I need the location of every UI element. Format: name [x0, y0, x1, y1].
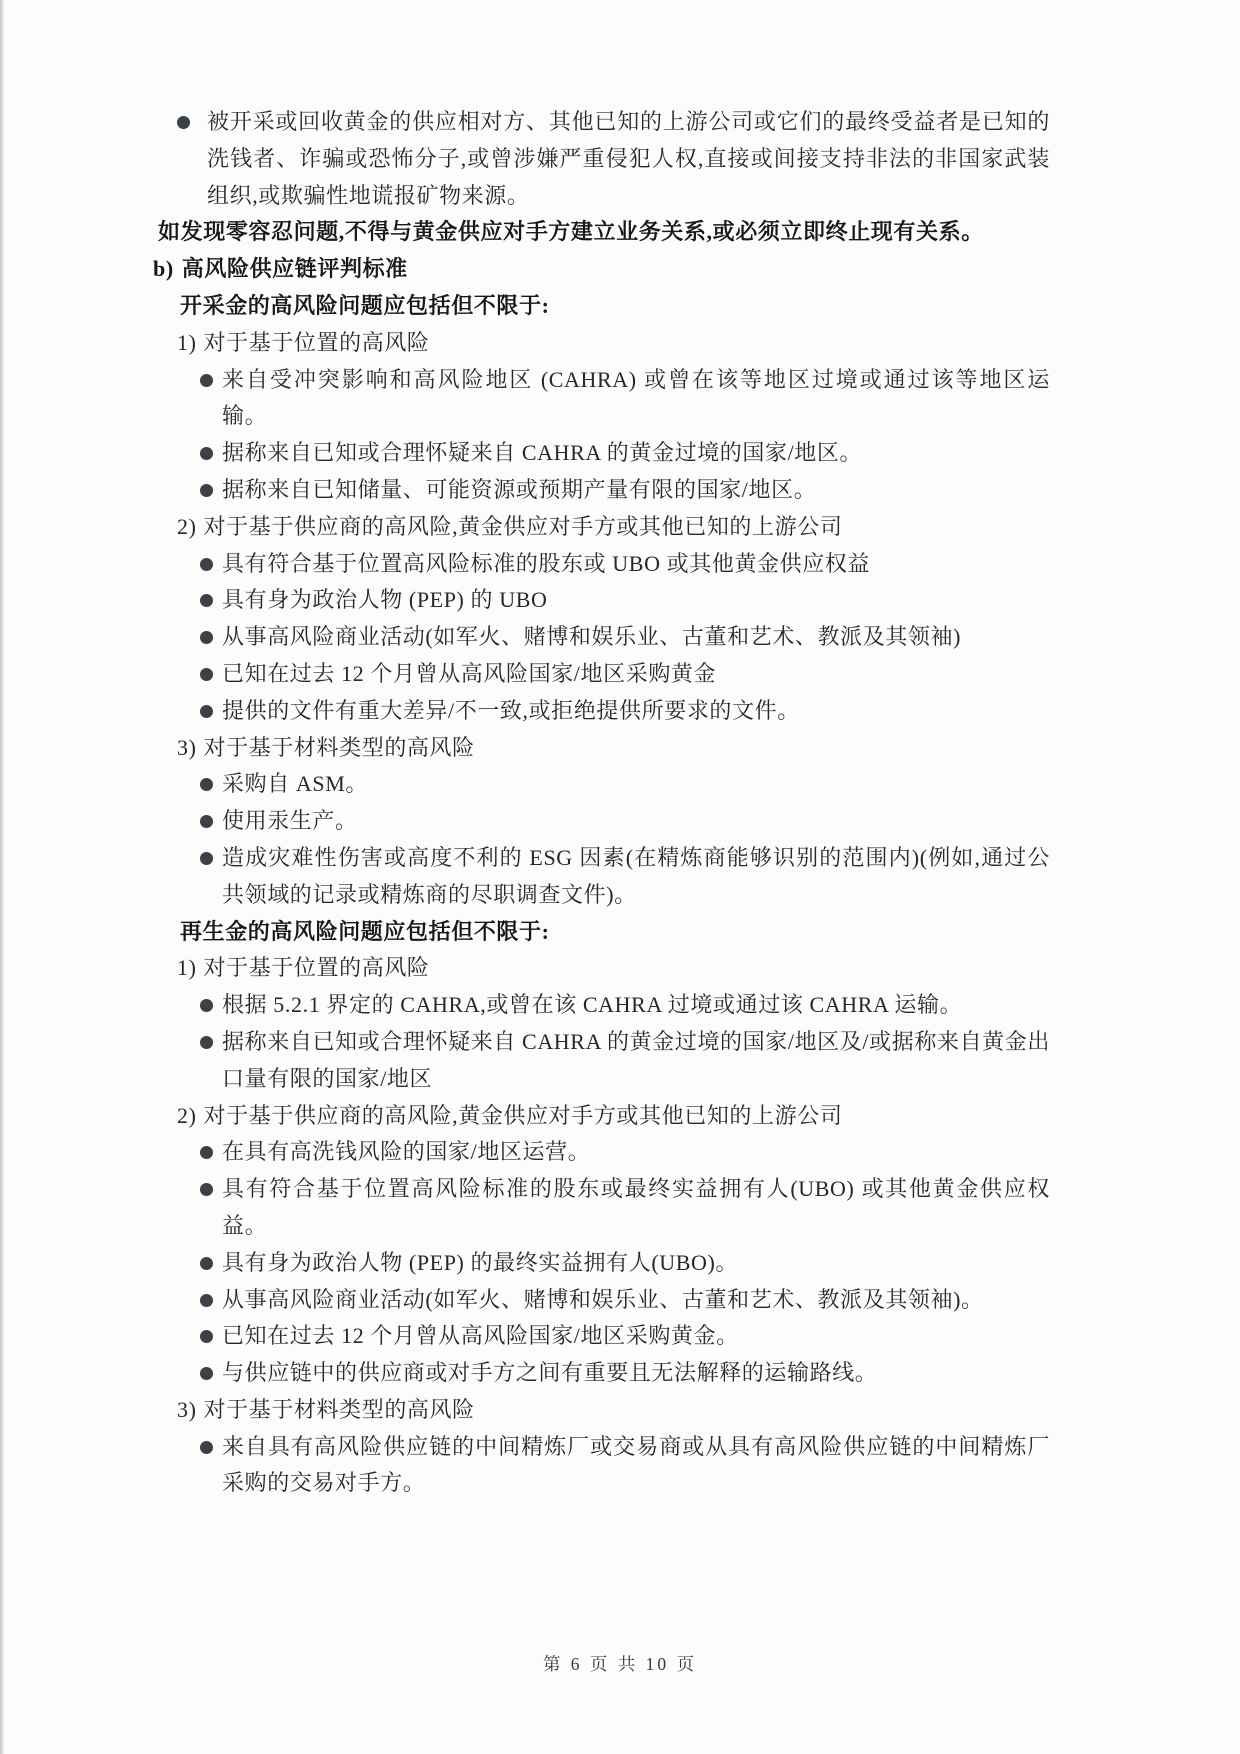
list-item — [153, 1355, 1050, 1392]
bullet-text: 从事高风险商业活动(如军火、赌博和娱乐业、古董和艺术、教派及其领袖)。 — [222, 1286, 984, 1312]
item-number: 2) — [177, 1102, 197, 1128]
bullet-icon — [200, 1294, 213, 1307]
bullet-text: 与供应链中的供应商或对手方之间有重要且无法解释的运输路线。 — [222, 1360, 878, 1386]
bullet-text: 使用汞生产。 — [222, 808, 358, 834]
subsection-heading: 再生金的高风险问题应包括但不限于: — [180, 918, 550, 944]
bullet-icon — [200, 1257, 213, 1270]
list-item — [153, 546, 1050, 583]
bullet-icon — [200, 852, 213, 865]
bullet-text: 据称来自已知储量、可能资源或预期产量有限的国家/地区。 — [222, 476, 817, 502]
bullet-icon — [200, 1330, 213, 1343]
list-item — [153, 803, 1050, 840]
list-item — [153, 840, 1050, 914]
section-title: 高风险供应链评判标准 — [181, 256, 408, 282]
bullet-icon — [200, 705, 213, 718]
bullet-text: 被开采或回收黄金的供应相对方、其他已知的上游公司或它们的最终受益者是已知的洗钱者、诈骗或恐怖分子,或曾涉嫌严重侵犯人权,直接或间接支持非法的非国家武装组织,或欺骗性地谎报矿物来源。 — [207, 109, 1050, 208]
list-item — [153, 472, 1050, 509]
bullet-text: 已知在过去 12 个月曾从高风险国家/地区采购黄金 — [222, 660, 717, 686]
numbered-item — [153, 1392, 1050, 1429]
item-title: 对于基于位置的高风险 — [203, 955, 430, 981]
bullet-text: 在具有高洗钱风险的国家/地区运营。 — [222, 1139, 591, 1165]
bullet-icon — [200, 631, 213, 644]
zero-tolerance-note: 如发现零容忍问题,不得与黄金供应对手方建立业务关系,或必须立即终止现有关系。 — [158, 219, 984, 245]
bullet-text: 根据 5.2.1 界定的 CAHRA,或曾在该 CAHRA 过境或通过该 CAHRA 运输。 — [222, 992, 963, 1018]
list-item — [153, 1171, 1050, 1245]
list-item — [153, 1024, 1050, 1098]
bullet-icon — [200, 1036, 213, 1049]
list-item — [153, 1429, 1050, 1503]
numbered-item — [153, 509, 1050, 546]
item-number: 1) — [177, 329, 197, 355]
document-content — [153, 104, 1050, 1502]
bullet-text: 具有身为政治人物 (PEP) 的 UBO — [222, 587, 548, 613]
item-number: 1) — [177, 955, 197, 981]
bullet-text: 造成灾难性伤害或高度不利的 ESG 因素(在精炼商能够识别的范围内)(例如,通过公共领域的记录或精炼商的尽职调查文件)。 — [222, 844, 1050, 907]
bullet-text: 具有身为政治人物 (PEP) 的最终实益拥有人(UBO)。 — [222, 1249, 739, 1275]
item-title: 对于基于材料类型的高风险 — [203, 734, 475, 760]
bullet-text: 据称来自已知或合理怀疑来自 CAHRA 的黄金过境的国家/地区。 — [222, 440, 863, 466]
numbered-item — [153, 730, 1050, 767]
bullet-text: 采购自 ASM。 — [222, 771, 368, 797]
bullet-text: 提供的文件有重大差异/不一致,或拒绝提供所要求的文件。 — [222, 697, 800, 723]
bullet-text: 从事高风险商业活动(如军火、赌博和娱乐业、古董和艺术、教派及其领袖) — [222, 624, 962, 650]
section-label: b) — [153, 256, 174, 282]
list-item — [153, 987, 1050, 1024]
list-item — [153, 1318, 1050, 1355]
bullet-text: 具有符合基于位置高风险标准的股东或最终实益拥有人(UBO) 或其他黄金供应权益。 — [222, 1176, 1050, 1238]
item-title: 对于基于位置的高风险 — [203, 329, 430, 355]
page-number: 第 6 页 共 10 页 — [542, 1654, 698, 1674]
bullet-icon — [200, 668, 213, 681]
bullet-text: 据称来自已知或合理怀疑来自 CAHRA 的黄金过境的国家/地区及/或据称来自黄金出口量有限的国家/地区 — [222, 1028, 1050, 1091]
bullet-icon — [200, 1367, 213, 1380]
numbered-item — [153, 325, 1050, 362]
bullet-icon — [200, 999, 213, 1012]
list-item — [153, 766, 1050, 803]
section-heading — [153, 251, 1050, 288]
list-item — [153, 582, 1050, 619]
bullet-icon — [200, 1183, 213, 1196]
item-number: 3) — [177, 1396, 197, 1422]
bullet-icon — [200, 484, 213, 497]
list-item — [153, 1282, 1050, 1319]
list-item — [153, 435, 1050, 472]
list-item — [153, 619, 1050, 656]
list-item — [153, 693, 1050, 730]
list-item — [153, 1245, 1050, 1282]
bullet-icon — [200, 558, 213, 571]
bullet-icon — [200, 374, 213, 387]
list-item — [153, 104, 1050, 214]
list-item — [153, 1134, 1050, 1171]
item-number: 3) — [177, 734, 197, 760]
bullet-icon — [200, 815, 213, 828]
bullet-text: 具有符合基于位置高风险标准的股东或 UBO 或其他黄金供应权益 — [222, 550, 871, 576]
numbered-item — [153, 950, 1050, 987]
bullet-icon — [200, 447, 213, 460]
subsection-heading: 开采金的高风险问题应包括但不限于: — [180, 292, 550, 318]
numbered-item — [153, 1098, 1050, 1135]
bullet-text: 已知在过去 12 个月曾从高风险国家/地区采购黄金。 — [222, 1323, 739, 1349]
bullet-text: 来自具有高风险供应链的中间精炼厂或交易商或从具有高风险供应链的中间精炼厂采购的交易对手方。 — [222, 1433, 1050, 1496]
bullet-icon — [200, 1441, 213, 1454]
bullet-icon — [177, 116, 190, 129]
item-title: 对于基于供应商的高风险,黄金供应对手方或其他已知的上游公司 — [203, 513, 843, 539]
list-item — [153, 362, 1050, 436]
bullet-icon — [200, 1146, 213, 1159]
bullet-text: 来自受冲突影响和高风险地区 (CAHRA) 或曾在该等地区过境或通过该等地区运输。 — [222, 366, 1050, 429]
item-title: 对于基于材料类型的高风险 — [203, 1396, 475, 1422]
scan-edge — [0, 0, 5, 1754]
bullet-icon — [200, 778, 213, 791]
list-item — [153, 656, 1050, 693]
bullet-icon — [200, 594, 213, 607]
item-number: 2) — [177, 513, 197, 539]
item-title: 对于基于供应商的高风险,黄金供应对手方或其他已知的上游公司 — [203, 1102, 843, 1128]
